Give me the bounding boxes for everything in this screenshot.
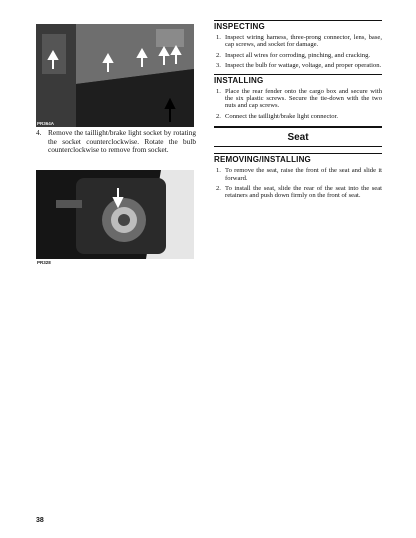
- step-text: Remove the taillight/brake light socket by rotating the socket counterclockwise. Rotate the bulb counterclockwise to remove from socket.: [48, 128, 196, 155]
- list-item: 2. Inspect all wires for corroding, pinching, and cracking.: [216, 51, 371, 59]
- taillight-socket-photo: [36, 170, 194, 259]
- list-item: 1. Inspect wiring harness, three-prong connector, lens, base, cap screws, and socket for damage.: [216, 34, 382, 49]
- installing-heading: INSTALLING: [214, 74, 382, 85]
- list-item: 1. Place the rear fender onto the cargo box and secure with the six plastic screws. Secure the tie-down with the two nuts and cap screws.: [216, 87, 382, 110]
- removing-installing-heading: REMOVING/INSTALLING: [214, 153, 382, 164]
- seat-section-title: Seat: [214, 126, 382, 147]
- list-item: 2. To install the seat, slide the rear of the seat into the seat retainers and push down firmly on the front of seat.: [216, 185, 382, 200]
- right-column: [214, 20, 382, 204]
- page-number: 38: [36, 517, 44, 524]
- removal-step: [36, 129, 196, 155]
- inspecting-heading: INSPECTING: [214, 20, 382, 31]
- rear-fender-photo: [36, 24, 194, 127]
- taillight-socket-illustration: [36, 170, 194, 259]
- list-item: 2. Connect the taillight/brake light connector.: [216, 112, 338, 120]
- rear-fender-illustration: [36, 24, 194, 127]
- figure-id: PR364A: [37, 121, 55, 126]
- seat-list: [214, 167, 382, 200]
- step-number: 4.: [36, 128, 42, 137]
- list-item: 1. To remove the seat, raise the front of the seat and slide it forward.: [216, 167, 382, 182]
- installing-list: [214, 88, 382, 121]
- inspecting-list: [214, 34, 382, 70]
- figure-id: PR328: [37, 260, 51, 265]
- list-item: 3. Inspect the bulb for wattage, voltage, and proper operation.: [216, 62, 382, 70]
